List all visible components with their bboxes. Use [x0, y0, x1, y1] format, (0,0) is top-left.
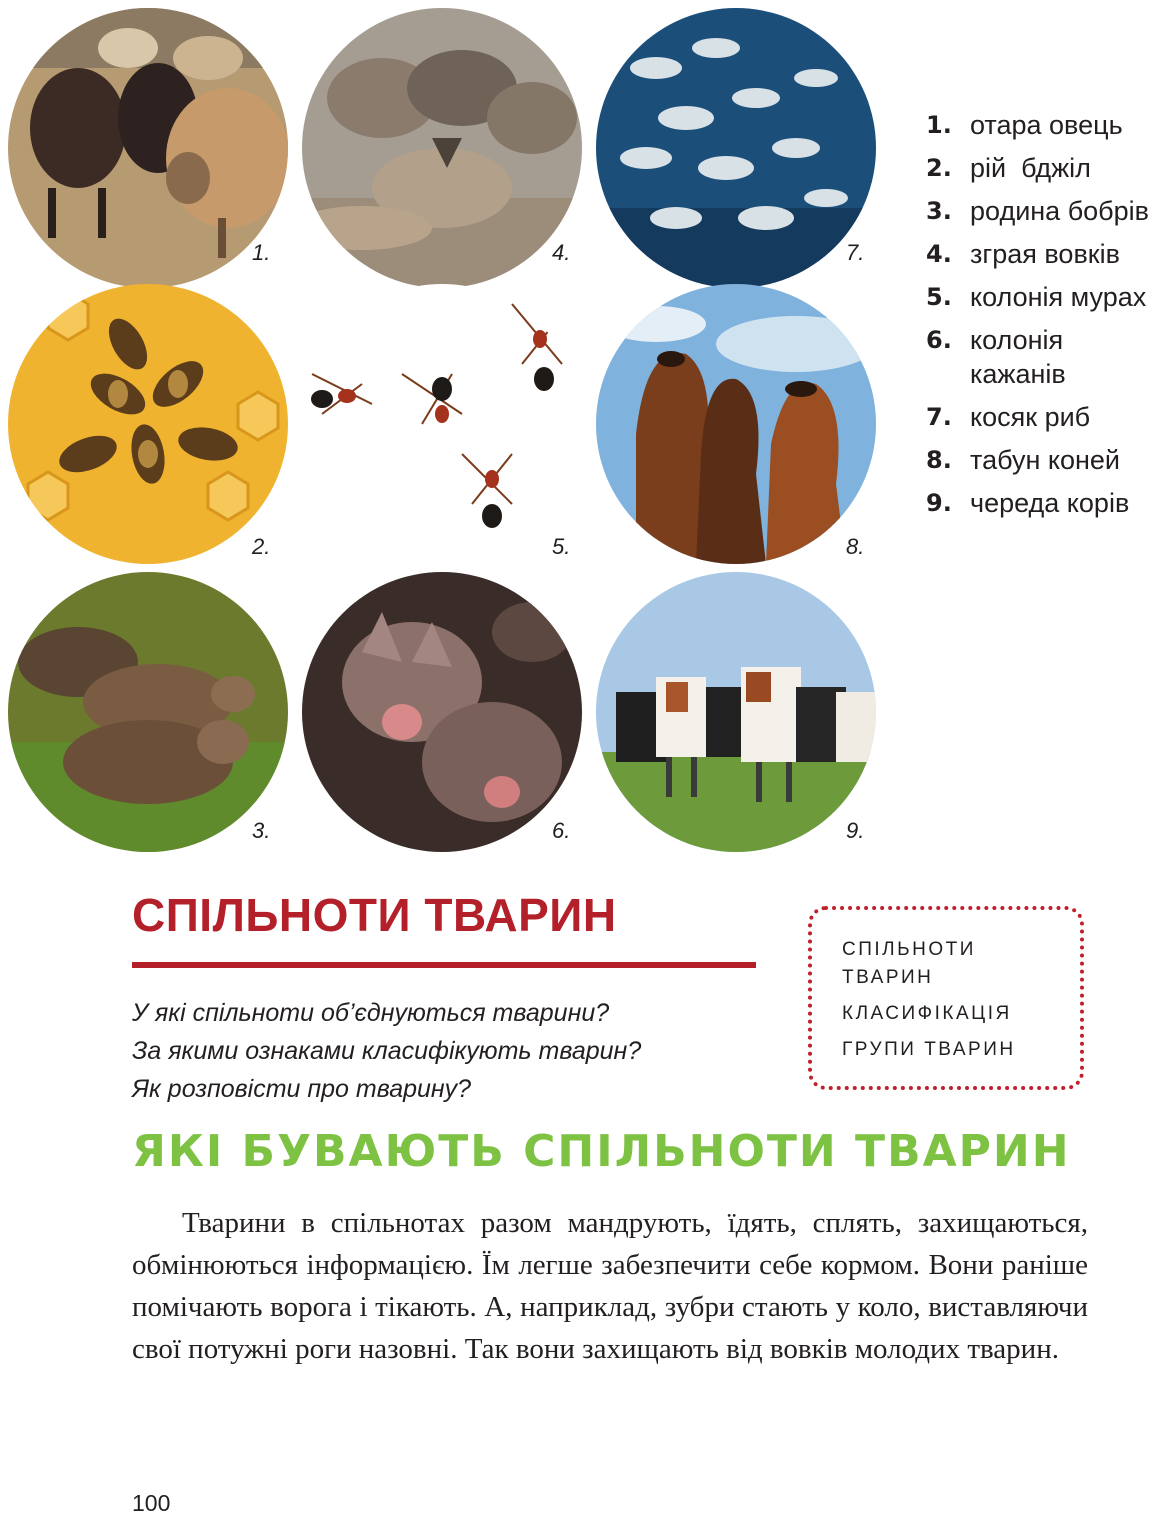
legend-number: 5. — [926, 283, 952, 311]
photo-number-label: 7. — [846, 240, 865, 265]
legend-item — [926, 443, 1156, 477]
legend-number: 8. — [926, 446, 952, 474]
keywords-box — [808, 906, 1084, 1090]
page-number: 100 — [132, 1490, 171, 1516]
photo-number-label: 5. — [552, 534, 571, 559]
legend-number: 9. — [926, 489, 952, 517]
legend-text: колонія кажанів — [970, 325, 1066, 389]
legend-item — [926, 486, 1156, 520]
subsection-heading: ЯКІ БУВАЮТЬ СПІЛЬНОТИ ТВАРИН — [132, 1126, 1071, 1177]
legend-number: 3. — [926, 197, 952, 225]
photo-legend — [926, 108, 1156, 529]
legend-item — [926, 194, 1156, 228]
photo-number-label: 6. — [552, 818, 571, 843]
photo-number-label: 9. — [846, 818, 865, 843]
photo-number-label: 3. — [252, 818, 271, 843]
photo-number-label: 2. — [252, 534, 271, 559]
legend-item — [926, 151, 1156, 185]
question-line: У які спільноти об’єднуються тварини? — [132, 999, 610, 1027]
legend-number: 4. — [926, 240, 952, 268]
legend-text: табун коней — [970, 445, 1121, 475]
legend-item — [926, 280, 1156, 314]
photo-beaver-family — [8, 572, 288, 852]
title-underline — [132, 962, 756, 968]
photo-ant-colony — [302, 284, 582, 564]
photo-cow-herd — [596, 572, 876, 852]
legend-text: родина бобрів — [970, 196, 1150, 226]
legend-text: зграя вовків — [970, 239, 1120, 269]
photo-number-label: 4. — [552, 240, 571, 265]
photo-number-label: 1. — [252, 240, 271, 265]
body-paragraph: Тварини в спільнотах разом мандрують, їдять, сплять, захищаються, обмінюються інформацією. Їм легше забезпечити себе кормом. Вони раніше помічають ворога і тікають. А, наприклад, зубри стають у коло, виставляючи свої потужні роги назовні. Так вони захищають від вовків молодих тварин. — [132, 1207, 1088, 1365]
legend-item — [926, 400, 1156, 434]
question-line: Як розповісти про тварину? — [132, 1075, 472, 1103]
legend-text: отара овець — [970, 110, 1123, 140]
keyword: СПІЛЬНОТИ ТВАРИН — [842, 939, 976, 988]
legend-number: 6. — [926, 326, 952, 354]
legend-item — [926, 108, 1156, 142]
photo-wolf-pack — [302, 8, 582, 288]
legend-text: косяк риб — [970, 402, 1091, 432]
legend-text: череда корів — [970, 488, 1130, 518]
photo-bee-swarm — [8, 284, 288, 564]
photo-fish-school — [596, 8, 876, 288]
photo-number-label: 8. — [846, 534, 865, 559]
legend-number: 1. — [926, 111, 952, 139]
legend-text: рій бджіл — [970, 153, 1091, 183]
photo-sheep-flock — [8, 8, 288, 288]
keyword: КЛАСИФІКАЦІЯ — [842, 1003, 1012, 1024]
lesson-questions — [132, 994, 641, 1108]
legend-text: колонія мурах — [970, 282, 1147, 312]
photo-bat-colony — [302, 572, 582, 852]
section-title: СПІЛЬНОТИ ТВАРИН — [132, 889, 617, 941]
legend-number: 7. — [926, 403, 952, 431]
legend-item — [926, 323, 1156, 391]
photo-horse-herd — [596, 284, 876, 564]
legend-item — [926, 237, 1156, 271]
question-line: За якими ознаками класифікують тварин? — [132, 1037, 642, 1065]
keyword: ГРУПИ ТВАРИН — [842, 1039, 1016, 1060]
legend-number: 2. — [926, 154, 952, 182]
